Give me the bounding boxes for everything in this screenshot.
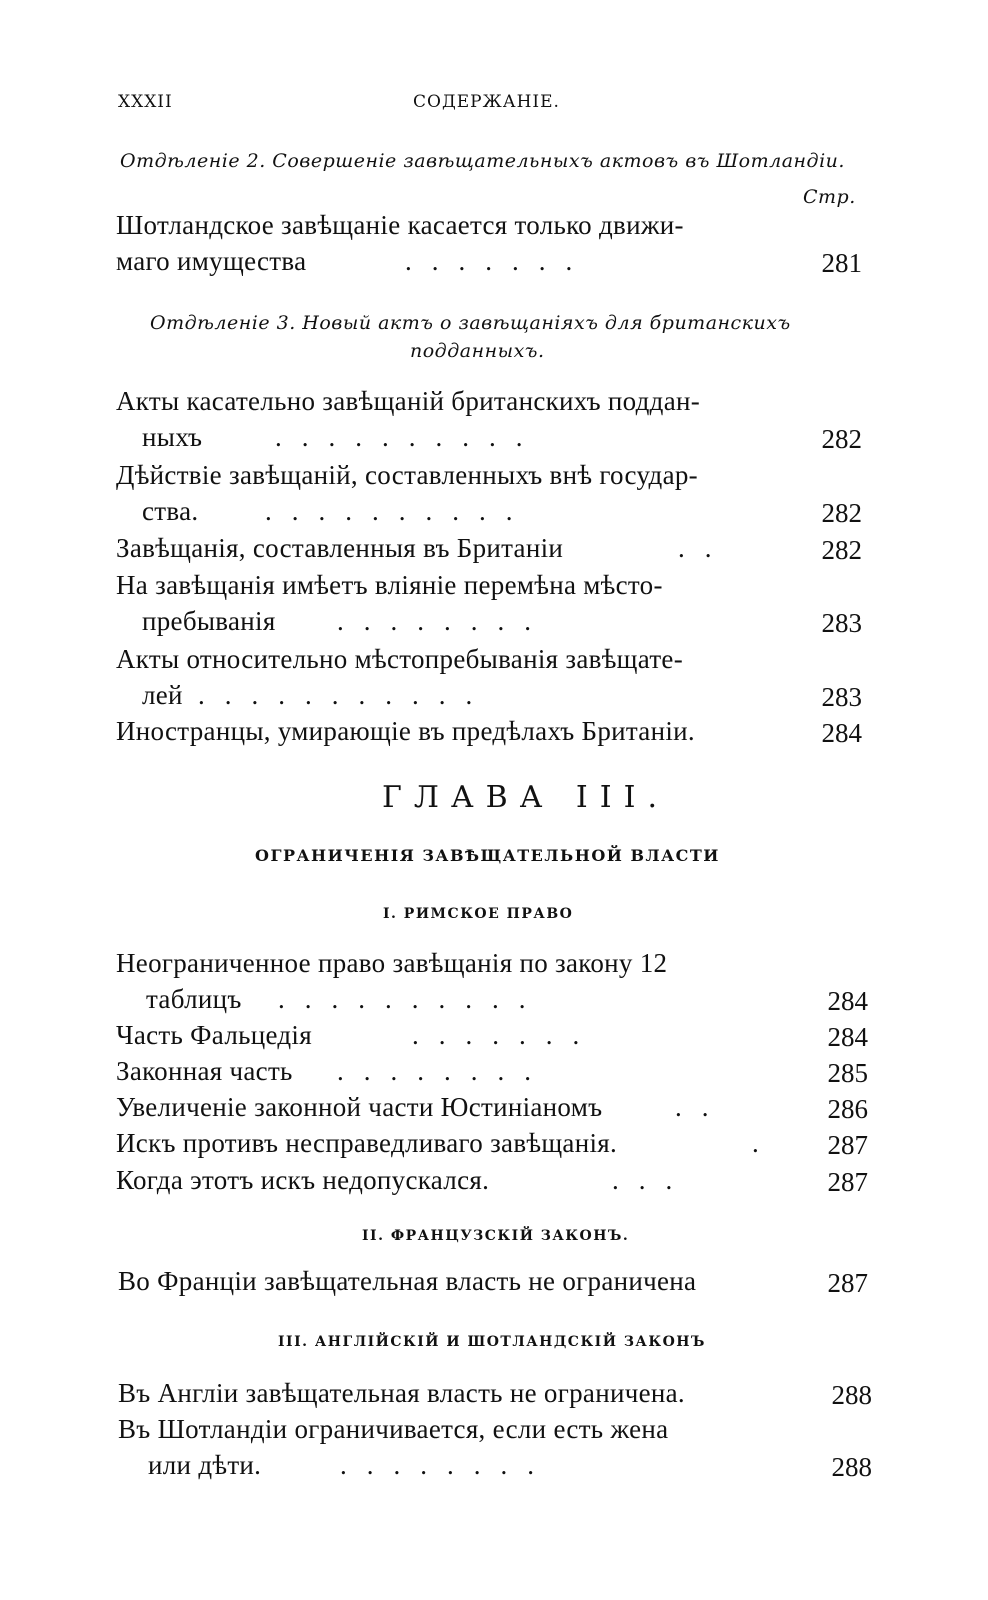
leader-dots: ...: [612, 1165, 693, 1195]
toc-page-number: 284: [827, 986, 868, 1016]
toc-entry-line: или дѣти.: [148, 1450, 262, 1480]
toc-entry-line: маго имущества: [116, 246, 307, 276]
toc-entry-line: лей: [142, 680, 183, 710]
toc-entry-line: Въ Англіи завѣщательная власть не ограничена.: [118, 1378, 685, 1408]
leader-dots: ..........: [278, 984, 546, 1014]
toc-page-number: 282: [821, 498, 862, 528]
toc-page-number: 285: [827, 1058, 868, 1088]
toc-entry-line: На завѣщанія имѣетъ вліяніе перемѣна мѣсто-: [116, 570, 663, 600]
section-2-title: Отдѣленіе 2. Совершеніе завѣщательныхъ актовъ въ Шотландіи.: [120, 150, 845, 172]
leader-dots: .......: [405, 246, 593, 276]
toc-entry-line: ныхъ: [142, 422, 203, 452]
toc-entry-line: Когда этотъ искъ недопускался.: [116, 1165, 490, 1195]
section-3-title-cont: подданныхъ.: [410, 340, 545, 362]
toc-entry-line: Акты относительно мѣстопребыванія завѣщате-: [116, 644, 684, 674]
chapter-subtitle: ОГРАНИЧЕНІЯ ЗАВѢЩАТЕЛЬНОЙ ВЛАСТИ: [255, 846, 720, 865]
toc-entry-line: таблицъ: [146, 984, 242, 1014]
leader-dots: ..........: [265, 496, 533, 526]
leader-dots: ..........: [275, 422, 543, 452]
toc-entry-line: ства.: [142, 496, 199, 526]
toc-entry-line: Иностранцы, умирающіе въ предѣлахъ Британіи.: [116, 716, 695, 746]
leader-dots: ........: [337, 1056, 551, 1086]
toc-page-number: 288: [831, 1452, 872, 1482]
leader-dots: ..: [678, 533, 732, 563]
toc-entry-line: пребыванія: [142, 606, 276, 636]
leader-dots: .: [752, 1128, 779, 1158]
toc-entry-line: Законная часть: [116, 1056, 293, 1086]
toc-page-number: 288: [831, 1380, 872, 1410]
toc-page-number: 282: [821, 424, 862, 454]
toc-page-number: 287: [827, 1130, 868, 1160]
chapter-heading: ГЛАВА III.: [382, 780, 670, 815]
toc-page-number: 281: [821, 248, 862, 278]
section-3-title: Отдѣленіе 3. Новый актъ о завѣщаніяхъ для британскихъ: [150, 312, 791, 334]
running-title: СОДЕРЖАНІЕ.: [413, 92, 560, 112]
toc-entry-line: Неограниченное право завѣщанія по закону 12: [116, 948, 668, 978]
toc-entry-line: Завѣщанія, составленныя въ Британіи: [116, 533, 564, 563]
subsection-heading: II. ФРАНЦУЗСКІЙ ЗАКОНЪ.: [362, 1228, 630, 1244]
leader-dots: ...........: [198, 680, 493, 710]
toc-page-number: 286: [827, 1094, 868, 1124]
leader-dots: ..: [675, 1092, 729, 1122]
toc-page-number: 287: [827, 1268, 868, 1298]
toc-page-number: 287: [827, 1167, 868, 1197]
page-number: XXXII: [118, 92, 173, 112]
toc-page-number: 282: [821, 535, 862, 565]
subsection-heading: III. АНГЛІЙСКІЙ И ШОТЛАНДСКІЙ ЗАКОНЪ: [278, 1334, 706, 1350]
toc-entry-line: Искъ противъ несправедливаго завѣщанія.: [116, 1128, 618, 1158]
leader-dots: ........: [337, 606, 551, 636]
toc-page-number: 283: [821, 682, 862, 712]
subsection-heading: I. РИМСКОЕ ПРАВО: [383, 906, 574, 922]
leader-dots: ........: [340, 1450, 554, 1480]
toc-entry-line: Акты касательно завѣщаній британскихъ поддан-: [116, 386, 701, 416]
toc-page-number: 284: [827, 1022, 868, 1052]
toc-entry-line: Въ Шотландіи ограничивается, если есть жена: [118, 1414, 669, 1444]
toc-page-number: 284: [821, 718, 862, 748]
page-column-label: Стр.: [803, 186, 856, 208]
toc-entry-line: Дѣйствіе завѣщаній, составленныхъ внѣ государ-: [116, 460, 698, 490]
leader-dots: .......: [412, 1020, 600, 1050]
toc-entry-line: Во Франціи завѣщательная власть не ограничена: [118, 1266, 697, 1296]
toc-entry-line: Увеличеніе законной части Юстиніаномъ: [116, 1092, 603, 1122]
toc-page-number: 283: [821, 608, 862, 638]
toc-entry-line: Часть Фальцедія: [116, 1020, 312, 1050]
toc-entry-line: Шотландское завѣщаніе касается только движи-: [116, 210, 684, 240]
